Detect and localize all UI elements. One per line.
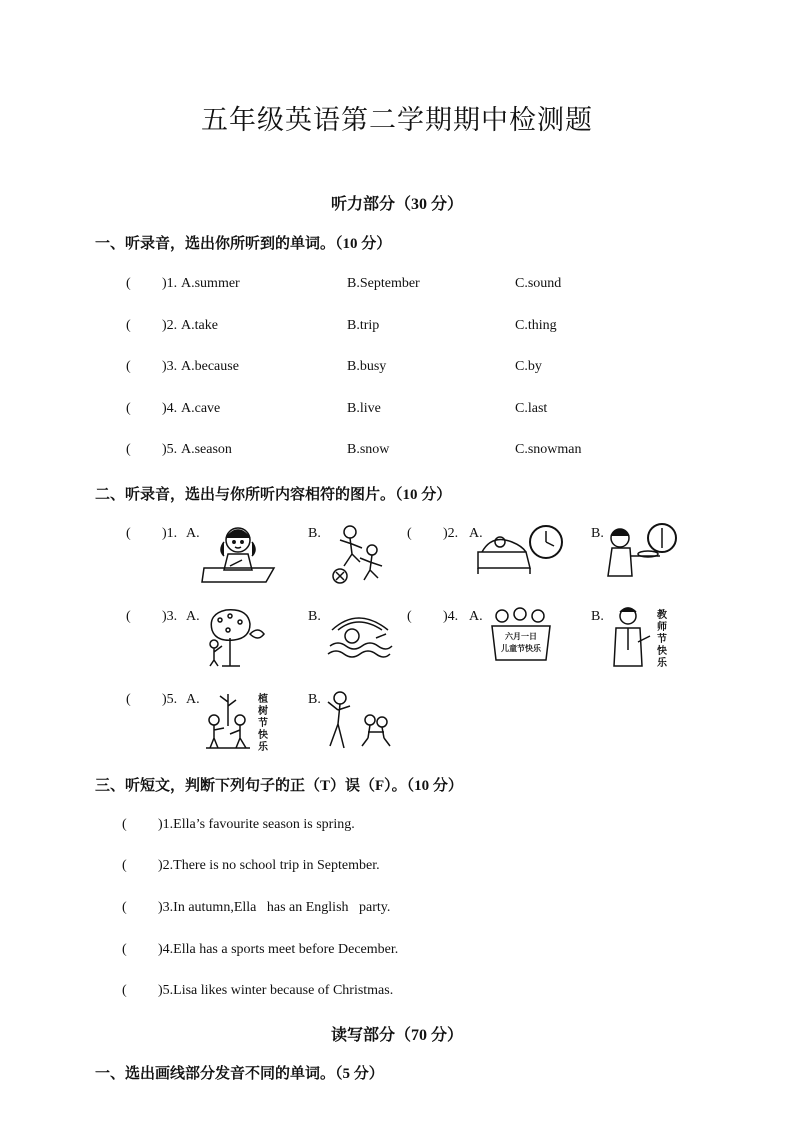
answer-paren[interactable]: (: [126, 318, 131, 333]
answer-paren[interactable]: (: [122, 900, 127, 915]
swimming-in-sea-picture[interactable]: [322, 606, 396, 666]
page-title: 五年级英语第二学期期中检测题: [201, 105, 593, 135]
option-a: A.summer: [181, 276, 240, 291]
question-number: )5.: [162, 692, 178, 707]
option-a: A.because: [181, 359, 239, 374]
answer-paren[interactable]: (: [122, 983, 127, 998]
question-number: )5.: [162, 442, 178, 457]
answer-paren[interactable]: (: [126, 401, 131, 416]
option-c: C.snowman: [515, 442, 582, 457]
question-number: )4.: [162, 401, 178, 416]
listening-part1-heading: 一、听录音，选出你所听到的单词。（10 分）: [95, 236, 392, 252]
vertical-char: 教: [657, 610, 667, 621]
option-c: C.sound: [515, 276, 562, 291]
picking-apples-picture[interactable]: [200, 606, 272, 670]
answer-paren[interactable]: (: [126, 359, 131, 374]
question-number: )1.: [162, 276, 178, 291]
question-number: )1.: [162, 526, 178, 541]
banner-top-text: 六月一日: [505, 632, 537, 641]
option-a: A.cave: [181, 401, 221, 416]
answer-paren[interactable]: (: [126, 526, 131, 541]
option-a: A.take: [181, 318, 218, 333]
question-number: )3.: [162, 359, 178, 374]
girl-writing-picture[interactable]: [200, 522, 280, 586]
vertical-char: 植: [258, 694, 268, 705]
statement-text: )2.There is no school trip in September.: [158, 858, 380, 873]
answer-paren[interactable]: (: [122, 942, 127, 957]
option-c: C.by: [515, 359, 542, 374]
option-c: C.last: [515, 401, 548, 416]
question-number: )2.: [443, 526, 459, 541]
option-a-label: A.: [186, 526, 200, 541]
vertical-char: 树: [258, 706, 268, 717]
option-b: B.September: [347, 276, 420, 291]
answer-paren[interactable]: (: [122, 817, 127, 832]
girl-eating-with-clock-picture[interactable]: [600, 522, 680, 586]
vertical-char: 师: [657, 622, 667, 633]
listening-section-heading: 听力部分（30 分）: [330, 196, 463, 213]
banner-bottom-text: 儿童节快乐: [501, 644, 541, 653]
option-a-label: A.: [469, 609, 483, 624]
kids-playing-football-picture[interactable]: [330, 522, 386, 586]
vertical-char: 节: [657, 634, 667, 645]
option-b-label: B.: [308, 526, 321, 541]
answer-paren[interactable]: (: [407, 609, 412, 624]
answer-paren[interactable]: (: [122, 858, 127, 873]
statement-text: )1.Ella’s favourite season is spring.: [158, 817, 355, 832]
planting-trees-picture[interactable]: [200, 690, 256, 752]
answer-paren[interactable]: (: [126, 692, 131, 707]
vertical-char: 快: [657, 646, 667, 657]
answer-paren[interactable]: (: [407, 526, 412, 541]
option-a-label: A.: [186, 609, 200, 624]
option-b: B.trip: [347, 318, 380, 333]
listening-part2-heading: 二、听录音，选出与你所听内容相符的图片。（10 分）: [95, 487, 452, 503]
answer-paren[interactable]: (: [126, 609, 131, 624]
answer-paren[interactable]: (: [126, 276, 131, 291]
option-c: C.thing: [515, 318, 557, 333]
dancing-children-picture[interactable]: [322, 690, 394, 752]
option-a-label: A.: [186, 692, 200, 707]
statement-text: )4.Ella has a sports meet before December.: [158, 942, 399, 957]
vertical-char: 节: [258, 718, 268, 729]
statement-text: )5.Lisa likes winter because of Christmas.: [158, 983, 394, 998]
reading-part1-heading: 一、选出画线部分发音不同的单词。（5 分）: [95, 1066, 384, 1082]
statement-text: )3.In autumn,Ella has an English party.: [158, 900, 391, 915]
option-b-label: B.: [591, 609, 604, 624]
option-b: B.busy: [347, 359, 387, 374]
sleeping-in-bed-with-clock-picture[interactable]: [474, 522, 566, 578]
option-a: A.season: [181, 442, 232, 457]
answer-paren[interactable]: (: [126, 442, 131, 457]
listening-part3-heading: 三、听短文，判断下列句子的正（T）误（F）。（10 分）: [95, 778, 463, 794]
childrens-day-banner-picture[interactable]: [488, 606, 554, 666]
option-b-label: B.: [591, 526, 604, 541]
option-a-label: A.: [469, 526, 483, 541]
question-number: )4.: [443, 609, 459, 624]
teachers-day-picture[interactable]: [610, 606, 654, 670]
reading-writing-section-heading: 读写部分（70 分）: [330, 1027, 463, 1044]
question-number: )3.: [162, 609, 178, 624]
vertical-char: 快: [258, 730, 268, 741]
vertical-char: 乐: [258, 742, 268, 753]
vertical-char: 乐: [657, 658, 667, 669]
question-number: )2.: [162, 318, 178, 333]
option-b-label: B.: [308, 692, 321, 707]
option-b-label: B.: [308, 609, 321, 624]
option-b: B.snow: [347, 442, 390, 457]
option-b: B.live: [347, 401, 381, 416]
